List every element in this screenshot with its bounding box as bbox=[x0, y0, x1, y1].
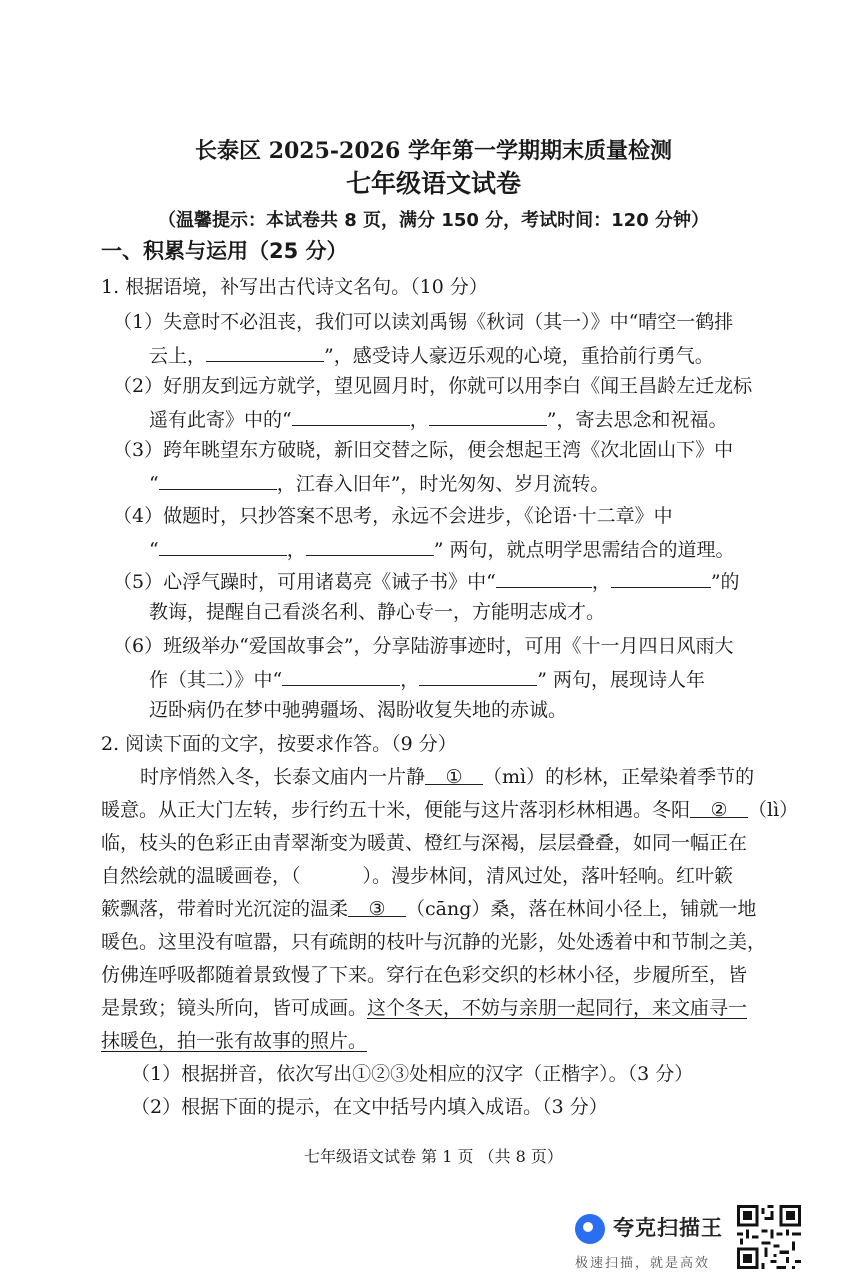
q2-sub2: （2）根据下面的提示，在文中括号内填入成语。（3 分） bbox=[131, 1096, 608, 1118]
q1-item3-line1: （3）跨年眺望东方破晓，新旧交替之际，便会想起王湾《次北固山下》中 bbox=[113, 439, 734, 461]
text: ” 两句，就点明学思需结合的道理。 bbox=[433, 539, 735, 561]
q1-item1-line2 bbox=[149, 341, 714, 369]
text: 时序悄然入冬，长泰文庙内一片静 bbox=[140, 766, 426, 788]
section-heading: 一、积累与运用（25 分） bbox=[101, 239, 348, 263]
text: 自然绘就的温暖画卷，（ bbox=[101, 865, 301, 887]
brand-slogan: 极速扫描，就是高效 bbox=[575, 1256, 711, 1271]
answer-blank[interactable] bbox=[159, 469, 277, 490]
answer-blank[interactable] bbox=[159, 535, 287, 556]
answer-blank[interactable] bbox=[611, 567, 711, 588]
answer-blank[interactable] bbox=[292, 405, 410, 426]
q1-stem: 1. 根据语境，补写出古代诗文名句。（10 分） bbox=[101, 276, 488, 298]
passage-line7: 仿佛连呼吸都随着景致慢了下来。穿行在色彩交织的杉林小径，步履所至，皆 bbox=[101, 964, 748, 986]
answer-blank[interactable] bbox=[282, 665, 400, 686]
passage-line6: 暖色。这里没有喧嚣，只有疏朗的枝叶与沉静的光影，处处透着中和节制之美， bbox=[101, 931, 767, 953]
q1-item6-line1: （6）班级举办“爱国故事会”，分享陆游事迹时，可用《十一月四日风雨大 bbox=[113, 635, 734, 657]
passage-line5 bbox=[101, 896, 756, 922]
text: ”的 bbox=[710, 571, 740, 593]
text: 暖意。从正大门左转，步行约五十米，便能与这片落羽杉林相遇。冬阳 bbox=[101, 799, 691, 821]
q1-item5-line1 bbox=[113, 567, 740, 595]
q1-item6-line2 bbox=[149, 665, 705, 693]
text: （cāng）桑，落在林间小径上，铺就一地 bbox=[406, 898, 757, 920]
page-footer: 七年级语文试卷 第 1 页 （共 8 页） bbox=[304, 1147, 563, 1166]
passage-line2 bbox=[101, 797, 798, 823]
text: 云上， bbox=[149, 345, 207, 367]
text: 簌飘落，带着时光沉淀的温柔 bbox=[101, 898, 349, 920]
text: “ bbox=[149, 539, 159, 561]
exam-title-line1: 长泰区 2025-2026 学年第一学期期末质量检测 bbox=[195, 138, 672, 164]
q2-stem: 2. 阅读下面的文字，按要求作答。（9 分） bbox=[101, 733, 457, 755]
answer-blank[interactable] bbox=[429, 405, 547, 426]
answer-blank[interactable] bbox=[206, 341, 324, 362]
text: ，江春入旧年”，时光匆匆、岁月流转。 bbox=[276, 473, 610, 495]
text: （mì）的杉林，正晕染着季节的 bbox=[483, 766, 755, 788]
text: 是景致；镜头所向，皆可成画。 bbox=[101, 997, 368, 1019]
q1-item1-line1: （1）失意时不必沮丧，我们可以读刘禹锡《秋词（其一）》中“晴空一鹤排 bbox=[113, 311, 734, 333]
text: ， bbox=[591, 571, 611, 593]
text: ”，寄去思念和祝福。 bbox=[546, 409, 728, 431]
text: “ bbox=[149, 473, 159, 495]
underlined-sentence: 这个冬天，不妨与亲朋一起同行，来文庙寻一 bbox=[367, 997, 748, 1019]
answer-blank[interactable] bbox=[306, 535, 434, 556]
text: （5）心浮气躁时，可用诸葛亮《诫子书》中“ bbox=[113, 571, 496, 593]
scanner-watermark bbox=[575, 1210, 730, 1275]
text: ， bbox=[400, 669, 420, 691]
text: ” 两句，展现诗人年 bbox=[537, 669, 705, 691]
q1-item5-line2: 教诲，提醒自己看淡名利、静心专一，方能明志成才。 bbox=[149, 601, 606, 623]
exam-title-line2: 七年级语文试卷 bbox=[345, 169, 521, 198]
text: 遥有此寄》中的“ bbox=[149, 409, 292, 431]
text: ， bbox=[409, 409, 429, 431]
q1-item6-line3: 迈卧病仍在梦中驰骋疆场、渴盼收复失地的赤诚。 bbox=[149, 699, 568, 721]
answer-blank[interactable] bbox=[496, 567, 592, 588]
passage-line4 bbox=[101, 863, 733, 889]
blank-1[interactable]: ① bbox=[425, 764, 483, 785]
q1-item3-line2 bbox=[149, 469, 609, 497]
blank-2[interactable]: ② bbox=[690, 797, 748, 818]
q1-item2-line2 bbox=[149, 405, 727, 433]
brand-name: 夸克扫描王 bbox=[613, 1216, 723, 1240]
text: 作（其二）》中“ bbox=[149, 669, 283, 691]
q1-item4-line1: （4）做题时，只抄答案不思考，永远不会进步，《论语·十二章》中 bbox=[113, 505, 673, 527]
text: ”，感受诗人豪迈乐观的心境，重拾前行勇气。 bbox=[324, 345, 714, 367]
q1-item4-line2 bbox=[149, 535, 735, 563]
passage-line3: 临，枝头的色彩正由青翠渐变为暖黄、橙红与深褐，层层叠叠，如同一幅正在 bbox=[101, 832, 748, 854]
qr-code-icon bbox=[737, 1205, 801, 1269]
answer-blank[interactable] bbox=[419, 665, 537, 686]
q2-sub1: （1）根据拼音，依次写出①②③处相应的汉字（正楷字）。（3 分） bbox=[131, 1063, 694, 1085]
blank-3[interactable]: ③ bbox=[348, 896, 406, 917]
q1-item2-line1: （2）好朋友到远方就学，望见圆月时，你就可以用李白《闻王昌龄左迁龙标 bbox=[113, 375, 753, 397]
text: （lì） bbox=[748, 799, 799, 821]
text: ）。漫步林间，清风过处，落叶轻响。红叶簌 bbox=[362, 865, 734, 887]
passage-line9: 抹暖色，拍一张有故事的照片。 bbox=[101, 1030, 368, 1052]
passage-line1 bbox=[140, 764, 754, 790]
passage-line8 bbox=[101, 995, 747, 1021]
quark-logo-icon bbox=[575, 1214, 605, 1244]
text: ， bbox=[286, 539, 306, 561]
exam-tip: （温馨提示：本试卷共 8 页，满分 150 分，考试时间：120 分钟） bbox=[157, 210, 709, 231]
